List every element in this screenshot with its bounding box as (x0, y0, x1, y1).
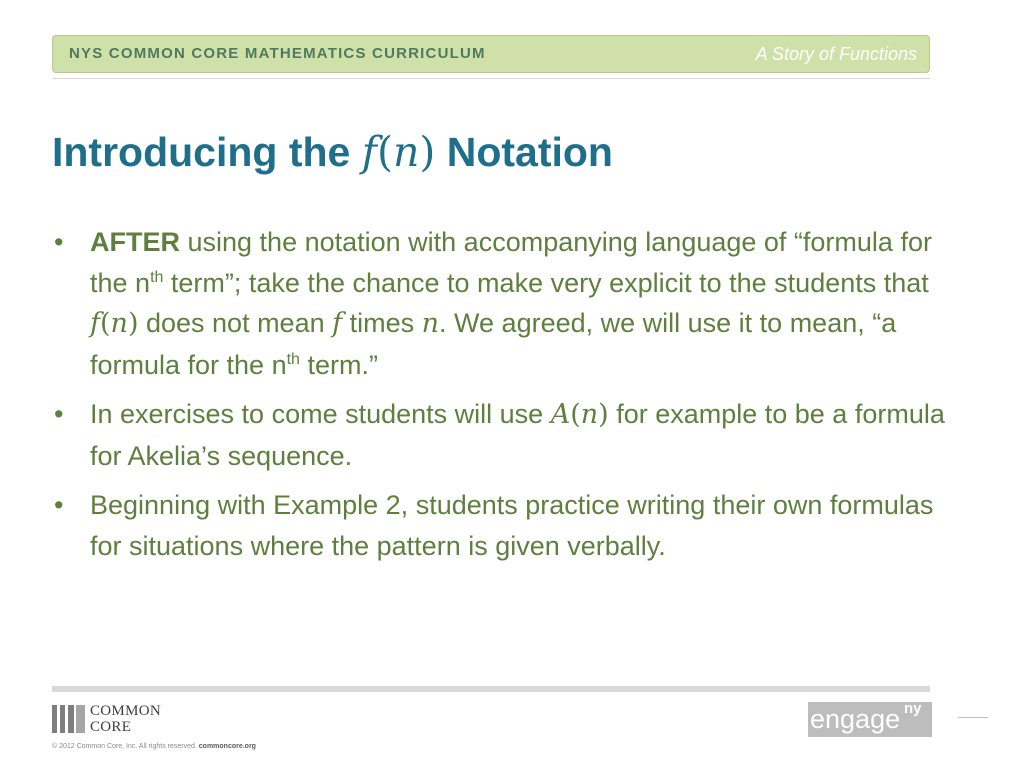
bullet-dot-icon: • (54, 490, 64, 520)
bullet-text: Beginning with Example 2, students practice writing their own formulas for situations where the pattern is given verbally. (90, 490, 934, 561)
header-banner (52, 35, 930, 73)
bullet-text: term”; take the chance to make very explicit to the students that (163, 267, 929, 298)
title-math-f: f (361, 128, 377, 176)
bullet-text: times (342, 308, 422, 338)
math-open: ( (570, 399, 581, 430)
bullet-text: for example to be a formula for Akelia’s sequence. (90, 399, 945, 471)
math-f-of-n (90, 308, 138, 339)
bullet-text: does not mean (138, 308, 333, 338)
title-math-open: ( (376, 128, 393, 176)
engageny-logo (808, 702, 932, 737)
bullet-list (52, 222, 972, 575)
math-a: A (550, 399, 571, 430)
footer-divider (52, 686, 930, 692)
header-divider (52, 78, 930, 79)
bullet-text: using the notation with accompanying language of “formula for the n (90, 227, 932, 298)
bullet-item (52, 485, 972, 566)
superscript: th (150, 268, 164, 286)
engage-ny: ny (904, 700, 922, 717)
title-math-n: n (392, 128, 420, 176)
math-n: n (421, 308, 440, 339)
bullet-bold-after: AFTER (90, 227, 180, 257)
bullet-text: . We agreed, we will use it to mean, “a formula for the n (90, 308, 897, 380)
math-close: ) (598, 399, 609, 430)
bullet-dot-icon: • (54, 399, 64, 429)
page-rule (958, 717, 988, 718)
math-f: f (90, 308, 100, 339)
title-text-after: Notation (435, 129, 613, 175)
copyright-text: © 2012 Common Core, Inc. All rights reserved. (52, 743, 199, 750)
math-f: f (332, 308, 343, 339)
common-core-logo (52, 703, 192, 737)
math-a-of-n (551, 399, 609, 430)
logo-line-2: CORE (90, 719, 132, 735)
title-math-close: ) (419, 128, 436, 176)
bullet-dot-icon: • (54, 227, 64, 257)
superscript: th (286, 350, 300, 368)
bullet-text: term.” (299, 349, 378, 380)
bullet-text: In exercises to come students will use (90, 399, 551, 429)
math-open: ( (100, 308, 111, 339)
logo-line-1: COMMON (90, 703, 161, 719)
curriculum-title: NYS COMMON CORE MATHEMATICS CURRICULUM (69, 45, 486, 62)
bullet-item (52, 394, 972, 476)
slide-title (52, 128, 613, 176)
title-math (362, 128, 436, 176)
common-core-wordmark (90, 703, 161, 735)
bullet-item (52, 222, 972, 385)
copyright-link[interactable]: commoncore.org (198, 743, 256, 750)
math-n: n (110, 308, 128, 339)
math-close: ) (127, 308, 139, 339)
copyright-notice (52, 743, 256, 750)
math-n: n (580, 399, 599, 430)
module-title: A Story of Functions (755, 44, 917, 64)
title-text-before: Introducing the (52, 129, 362, 175)
engage-word: engage (810, 704, 901, 734)
